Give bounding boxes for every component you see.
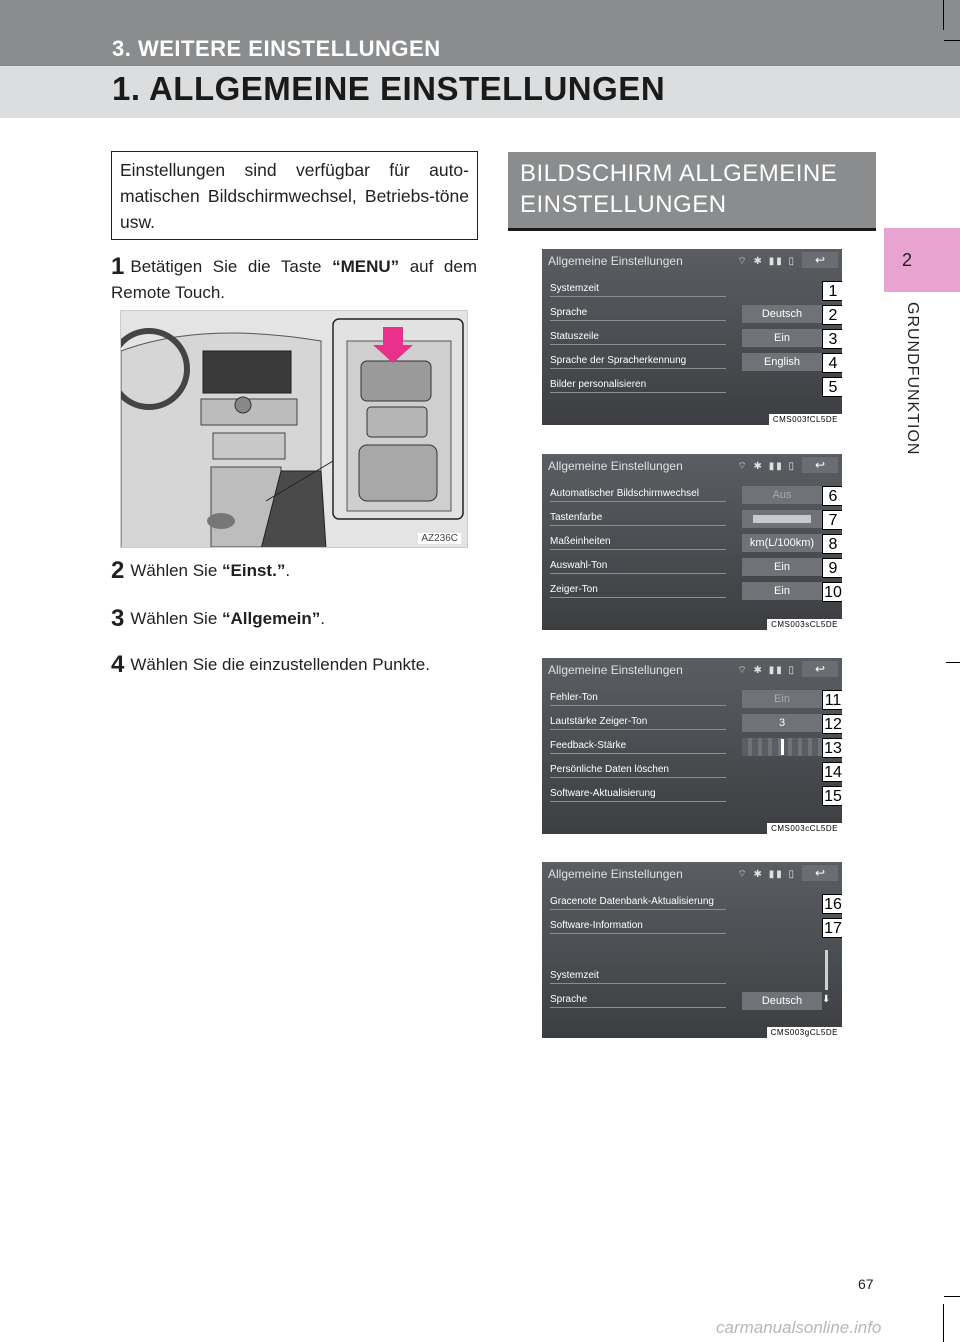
screen-code: CMS003cCL5DE: [767, 823, 842, 834]
step-text: .: [285, 561, 291, 580]
step-text: .: [320, 609, 326, 628]
step-3: [111, 606, 325, 632]
setting-label: Software-Information: [550, 920, 726, 934]
chapter-tab: [884, 228, 960, 292]
setting-value: 3: [742, 714, 822, 732]
setting-label: Sprache der Spracherkennung: [550, 355, 726, 369]
color-swatch-field: [742, 510, 822, 528]
side-heading-rule: [508, 228, 876, 231]
screen-title: Allgemeine Einstellungen: [548, 459, 683, 473]
status-icons: ⌔ ✱ ▮▮ ▯: [737, 256, 796, 267]
step-1: [111, 254, 477, 306]
setting-value: Ein: [742, 558, 822, 576]
setting-label: Feedback-Stärke: [550, 740, 726, 754]
back-button[interactable]: ↩: [802, 457, 838, 473]
step-text: Wählen Sie: [130, 561, 223, 580]
crop-mark: [944, 1296, 960, 1297]
slider-handle[interactable]: [781, 739, 784, 755]
callout-badge: 11: [822, 690, 842, 710]
page-title: 1. ALLGEMEINE EINSTELLUNGEN: [112, 70, 666, 107]
setting-label: Sprache: [550, 994, 726, 1008]
back-button[interactable]: ↩: [802, 865, 838, 881]
car-interior-figure: [120, 310, 468, 548]
setting-label: Persönliche Daten löschen: [550, 764, 726, 778]
callout-badge: 15: [822, 786, 842, 806]
step-number: 1: [111, 253, 125, 280]
car-interior-illustration: [121, 311, 468, 548]
callout-badge: 4: [822, 353, 842, 373]
step-key: “Einst.”: [222, 561, 286, 580]
setting-label: Fehler-Ton: [550, 692, 726, 706]
callout-badge: 17: [822, 918, 842, 938]
side-heading-line1: BILDSCHIRM ALLGEMEINE: [520, 160, 838, 187]
crop-mark: [943, 1304, 944, 1342]
scrollbar[interactable]: [825, 950, 828, 990]
screen-code: CMS003fCL5DE: [769, 414, 842, 425]
step-number: 3: [111, 605, 125, 632]
step-2: [111, 558, 290, 584]
settings-screen-4: [542, 862, 842, 1038]
setting-value: Aus: [742, 486, 822, 504]
screen-code: CMS003gCL5DE: [767, 1027, 842, 1038]
section-title: 3. WEITERE EINSTELLUNGEN: [112, 36, 441, 61]
step-key: “Allgemein”: [222, 609, 321, 628]
setting-value: Ein: [742, 690, 822, 708]
status-icons: ⌔ ✱ ▮▮ ▯: [737, 665, 796, 676]
status-icons: ⌔ ✱ ▮▮ ▯: [737, 461, 796, 472]
setting-value: Deutsch: [742, 992, 822, 1010]
chapter-label: GRUNDFUNKTION: [904, 302, 921, 456]
setting-label: Systemzeit: [550, 970, 726, 984]
chapter-number: 2: [901, 250, 912, 270]
crop-mark: [946, 662, 960, 663]
callout-badge: 10: [822, 582, 842, 602]
callout-badge: 8: [822, 534, 842, 554]
step-text: Betätigen Sie die Taste: [130, 257, 333, 276]
setting-value: km(L/100km): [742, 534, 822, 552]
step-text: Wählen Sie: [130, 609, 223, 628]
watermark: carmanualsonline.info: [716, 1318, 882, 1337]
screen-title: Allgemeine Einstellungen: [548, 663, 683, 677]
setting-label: Software-Aktualisierung: [550, 788, 726, 802]
callout-badge: 13: [822, 738, 842, 758]
setting-label: Lautstärke Zeiger-Ton: [550, 716, 726, 730]
callout-badge: 16: [822, 894, 842, 914]
crop-mark: [944, 40, 960, 41]
step-text: auf dem Remote Touch.: [111, 257, 477, 302]
crop-mark: [943, 0, 944, 30]
setting-label: Automatischer Bildschirmwechsel: [550, 488, 726, 502]
screen-title: Allgemeine Einstellungen: [548, 867, 683, 881]
settings-screen-3: [542, 658, 842, 834]
callout-badge: 2: [822, 305, 842, 325]
color-swatch: [753, 515, 811, 523]
settings-screen-1: [542, 249, 842, 425]
setting-label: Auswahl-Ton: [550, 560, 726, 574]
feedback-slider[interactable]: [742, 738, 822, 756]
step-text: Wählen Sie die einzustellenden Punkte.: [130, 655, 430, 674]
setting-label: Zeiger-Ton: [550, 584, 726, 598]
side-heading-line2: EINSTELLUNGEN: [520, 191, 727, 218]
page-number: 67: [858, 1276, 874, 1292]
back-button[interactable]: ↩: [802, 661, 838, 677]
callout-badge: 6: [822, 486, 842, 506]
intro-box: Einstellungen sind verfügbar für auto-matischen Bildschirmwechsel, Betriebs-töne usw.: [111, 151, 478, 240]
figure-code: AZ236C: [418, 533, 461, 544]
setting-label: Sprache: [550, 307, 726, 321]
settings-screen-2: [542, 454, 842, 630]
back-button[interactable]: ↩: [802, 252, 838, 268]
step-number: 4: [111, 651, 125, 678]
step-4: [111, 652, 430, 678]
setting-label: Systemzeit: [550, 283, 726, 297]
callout-badge: 14: [822, 762, 842, 782]
setting-value: English: [742, 353, 822, 371]
setting-label: Maßeinheiten: [550, 536, 726, 550]
callout-badge: 5: [822, 377, 842, 397]
setting-label: Bilder personalisieren: [550, 379, 726, 393]
step-key: “MENU”: [332, 257, 400, 276]
screen-title: Allgemeine Einstellungen: [548, 254, 683, 268]
step-number: 2: [111, 557, 125, 584]
setting-label: Statuszeile: [550, 331, 726, 345]
callout-badge: 1: [822, 281, 842, 301]
setting-value: Ein: [742, 582, 822, 600]
callout-badge: 3: [822, 329, 842, 349]
callout-badge: 7: [822, 510, 842, 530]
status-icons: ⌔ ✱ ▮▮ ▯: [737, 869, 796, 880]
side-heading: [508, 152, 876, 228]
callout-badge: 9: [822, 558, 842, 578]
callout-badge: 12: [822, 714, 842, 734]
setting-label: Gracenote Datenbank-Aktualisierung: [550, 896, 726, 910]
setting-value: Deutsch: [742, 305, 822, 323]
screen-code: CMS003sCL5DE: [767, 619, 842, 630]
scroll-down-icon[interactable]: ⬇: [822, 994, 831, 1005]
setting-value: Ein: [742, 329, 822, 347]
setting-label: Tastenfarbe: [550, 512, 726, 526]
